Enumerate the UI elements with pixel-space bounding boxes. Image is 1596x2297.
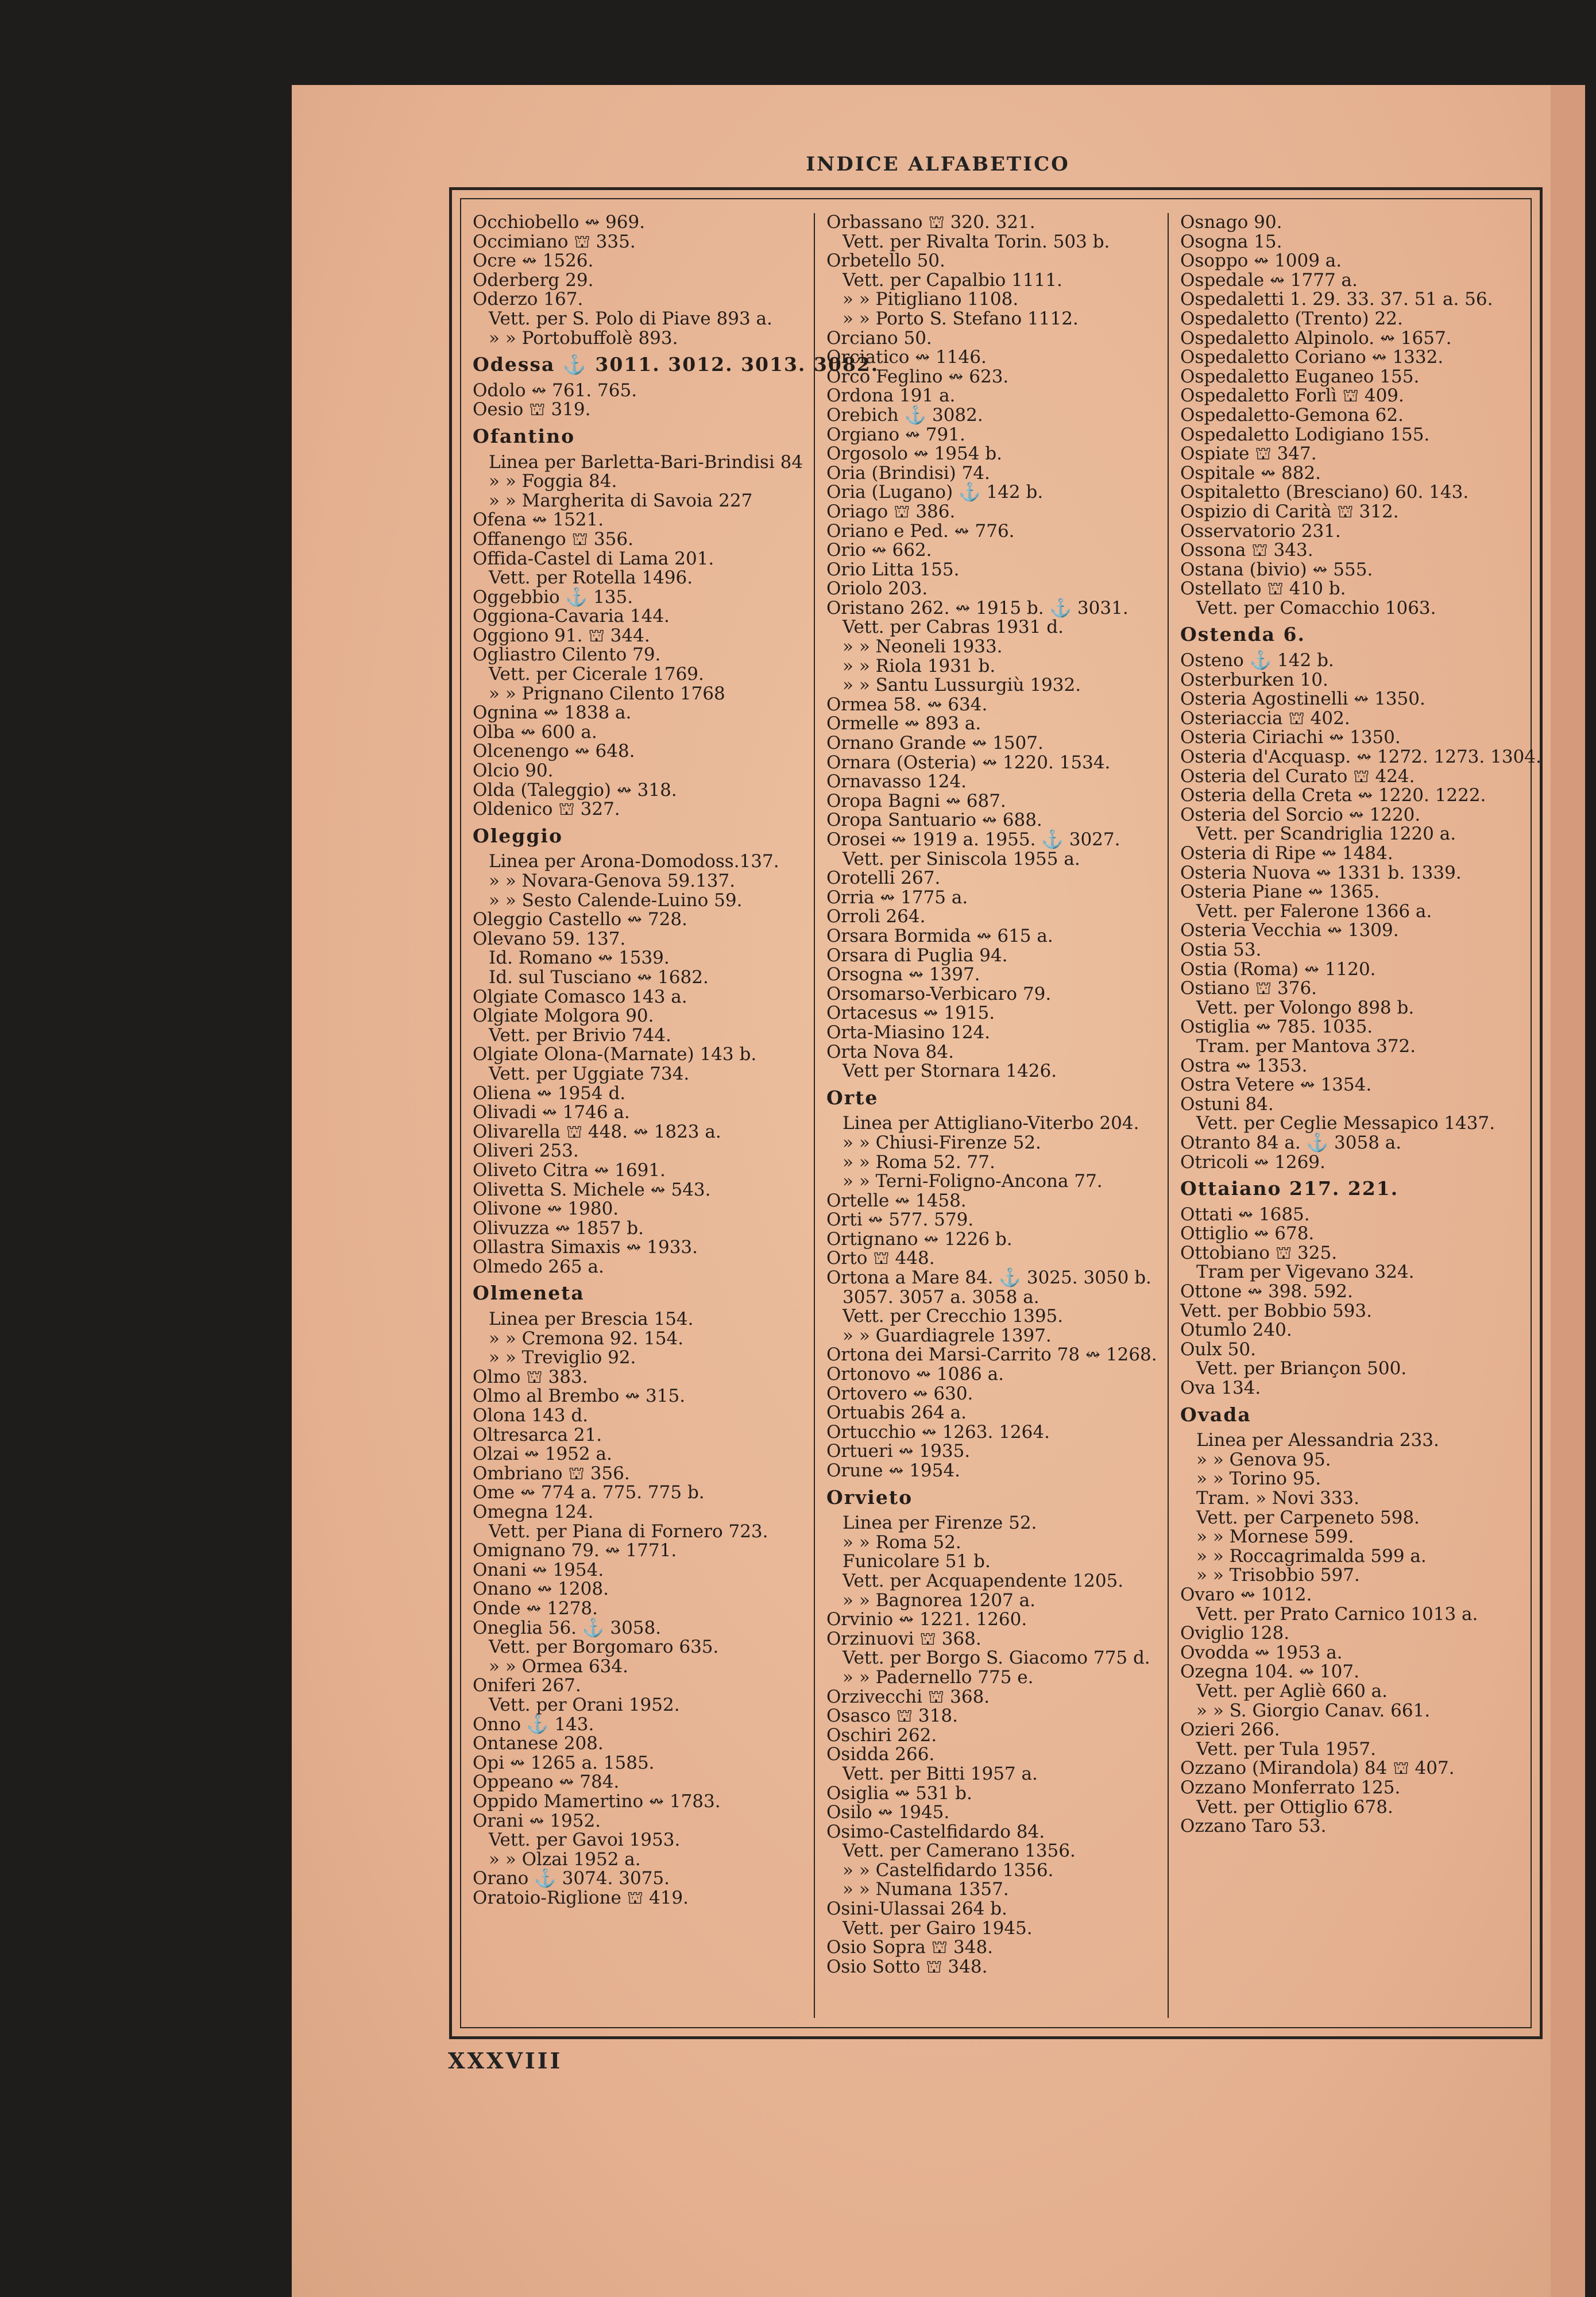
index-entry: Ostia 53. [1180, 939, 1262, 960]
index-entry: Omegna 124. [473, 1502, 594, 1522]
index-entry: Orano ⚓ 3074. 3075. [473, 1868, 670, 1889]
index-entry: Vett. per Gavoi 1953. [489, 1830, 681, 1851]
index-entry: Vett. per Cicerale 1769. [489, 664, 704, 685]
index-entry: Opi ↭ 1265 a. 1585. [473, 1752, 655, 1773]
index-heading: Ovada [1180, 1403, 1251, 1426]
index-entry: Oliveri 253. [473, 1140, 579, 1162]
index-column-3 [1168, 213, 1539, 2018]
index-entry: Oneglia 56. ⚓ 3058. [473, 1617, 662, 1638]
index-entry: Osteria Ciriachi ↭ 1350. [1180, 727, 1401, 748]
index-entry: Ospedaletto (Trento) 22. [1180, 308, 1403, 329]
running-head: INDICE ALFABETICO [806, 153, 1070, 176]
index-entry: Ognina ↭ 1838 a. [473, 702, 632, 724]
index-entry: Orgiano ↭ 791. [826, 424, 965, 445]
index-entry: Ovodda ↭ 1953 a. [1180, 1642, 1343, 1663]
index-entry: Ostiglia ↭ 785. 1035. [1180, 1016, 1373, 1038]
index-entry: Olona 143 d. [473, 1405, 589, 1426]
index-entry: Osteria d'Acquasp. ↭ 1272. 1273. 1304. [1180, 747, 1541, 768]
index-entry: Osoppo ↭ 1009 a. [1180, 250, 1342, 272]
index-entry: Orosei ↭ 1919 a. 1955. ⚓ 3027. [826, 829, 1120, 850]
index-entry: Olgiate Comasco 143 a. [473, 986, 687, 1007]
index-entry: Ospiate ⛫ 347. [1180, 443, 1317, 465]
index-entry: Orroli 264. [826, 906, 926, 927]
index-entry: » » Novara-Genova 59.137. [489, 871, 736, 891]
index-entry: Vett. per Crecchio 1395. [843, 1306, 1064, 1327]
index-entry: Osasco ⛫ 318. [826, 1706, 958, 1727]
index-entry: Vett. per Prato Carnico 1013 a. [1196, 1603, 1478, 1625]
index-entry: Oriago ⛫ 386. [826, 501, 956, 522]
index-entry: Ormea 58. ↭ 634. [826, 694, 988, 715]
index-entry: Vett. per Bobbio 593. [1180, 1300, 1372, 1321]
index-entry: » » Trisobbio 597. [1196, 1565, 1360, 1586]
index-entry: Olzai ↭ 1952 a. [473, 1444, 612, 1465]
index-entry: Orbassano ⛫ 320. 321. [826, 212, 1035, 233]
index-entry: » » Ormea 634. [489, 1656, 628, 1677]
index-entry: Olcio 90. [473, 760, 554, 782]
index-entry: Ofena ↭ 1521. [473, 509, 604, 531]
index-entry: Vett. per Agliè 660 a. [1196, 1680, 1388, 1702]
index-entry: Vett. per Scandriglia 1220 a. [1196, 823, 1456, 845]
index-entry: Occhiobello ↭ 969. [473, 212, 646, 233]
index-entry: Onano ↭ 1208. [473, 1579, 609, 1600]
index-entry: Vett. per Capalbio 1111. [843, 269, 1062, 291]
index-entry: Ortuabis 264 a. [826, 1402, 967, 1424]
index-entry: Ortucchio ↭ 1263. 1264. [826, 1421, 1050, 1443]
index-entry: Odolo ↭ 761. 765. [473, 380, 637, 401]
index-entry: Orbetello 50. [826, 250, 945, 272]
index-entry: Oschiri 262. [826, 1724, 937, 1746]
index-entry: Oggiona-Cavaria 144. [473, 606, 670, 627]
index-entry: Tram per Vigevano 324. [1196, 1262, 1415, 1283]
index-entry: Ottati ↭ 1685. [1180, 1204, 1310, 1225]
index-entry: Ozegna 104. ↭ 107. [1180, 1661, 1359, 1683]
index-entry: Orzivecchi ⛫ 368. [826, 1686, 990, 1707]
index-entry: Osilo ↭ 1945. [826, 1802, 950, 1823]
index-heading: Orte [826, 1086, 879, 1109]
index-entry: Otricoli ↭ 1269. [1180, 1151, 1326, 1173]
index-entry: » » Numana 1357. [843, 1879, 1009, 1900]
index-entry: » » Chiusi-Firenze 52. [843, 1132, 1041, 1153]
page-sheet [292, 85, 1584, 2297]
index-entry: Ortona dei Marsi-Carrito 78 ↭ 1268. [826, 1344, 1157, 1366]
index-entry: Offanengo ⛫ 356. [473, 528, 633, 550]
index-entry: Olmo ⛫ 383. [473, 1366, 588, 1387]
index-entry: Osini-Ulassai 264 b. [826, 1898, 1007, 1920]
index-entry: Orebich ⚓ 3082. [826, 404, 983, 426]
index-entry: » » Neoneli 1933. [843, 636, 1003, 658]
index-entry: Oriano e Ped. ↭ 776. [826, 520, 1015, 542]
index-entry: Ospedaletto Coriano ↭ 1332. [1180, 347, 1444, 368]
index-frame-inner [460, 198, 1541, 2028]
index-entry: Otranto 84 a. ⚓ 3058 a. [1180, 1132, 1402, 1153]
index-heading: Ofantino [473, 424, 575, 447]
index-entry: » » Castelfidardo 1356. [843, 1859, 1054, 1881]
index-entry: Osio Sopra ⛫ 348. [826, 1937, 994, 1958]
index-entry: Vett. per Ceglie Messapico 1437. [1196, 1113, 1495, 1134]
index-entry: Osogna 15. [1180, 231, 1282, 252]
index-entry: Vett. per Piana di Fornero 723. [489, 1521, 768, 1542]
index-entry: Oliveto Citra ↭ 1691. [473, 1159, 666, 1181]
index-entry: Vett. per Falerone 1366 a. [1196, 900, 1432, 922]
index-entry: » » Terni-Foligno-Ancona 77. [843, 1171, 1103, 1192]
index-entry: Ollastra Simaxis ↭ 1933. [473, 1237, 698, 1258]
index-heading: Odessa ⚓ 3011. 3012. 3013. 3082. [473, 353, 879, 376]
index-entry: Ospitaletto (Bresciano) 60. 143. [1180, 482, 1469, 503]
index-entry: Ossona ⛫ 343. [1180, 540, 1313, 561]
index-entry: Olmedo 265 a. [473, 1256, 604, 1277]
index-entry: Oderberg 29. [473, 269, 594, 291]
index-entry: Vett. per Siniscola 1955 a. [843, 848, 1080, 869]
index-entry: Olmo al Brembo ↭ 315. [473, 1386, 686, 1407]
index-heading: Oleggio [473, 824, 563, 847]
index-entry: Osteria Nuova ↭ 1331 b. 1339. [1180, 862, 1462, 883]
index-entry: Linea per Brescia 154. [489, 1309, 694, 1330]
index-entry: Vett. per Volongo 898 b. [1196, 997, 1415, 1018]
index-entry: Ottobiano ⛫ 325. [1180, 1242, 1338, 1263]
index-entry: Id. sul Tusciano ↭ 1682. [489, 966, 709, 988]
index-entry: Ostia (Roma) ↭ 1120. [1180, 958, 1376, 980]
index-entry: Olda (Taleggio) ↭ 318. [473, 779, 677, 801]
index-entry: » » S. Giorgio Canav. 661. [1196, 1700, 1431, 1721]
index-entry: Vett. per Camerano 1356. [843, 1840, 1076, 1862]
index-entry: Osteria Vecchia ↭ 1309. [1180, 920, 1399, 941]
index-entry: Ostiano ⛫ 376. [1180, 978, 1317, 999]
index-entry: Otumlo 240. [1180, 1320, 1292, 1341]
index-entry: Ospedaletti 1. 29. 33. 37. 51 a. 56. [1180, 289, 1493, 310]
index-entry: Linea per Alessandria 233. [1196, 1430, 1439, 1451]
index-entry: Ottone ↭ 398. 592. [1180, 1281, 1353, 1302]
index-entry: Vett. per Comacchio 1063. [1196, 597, 1436, 618]
index-heading: Ostenda 6. [1180, 623, 1305, 646]
index-entry: Ova 134. [1180, 1378, 1261, 1399]
index-entry: Olba ↭ 600 a. [473, 721, 597, 743]
index-entry: Osterburken 10. [1180, 669, 1328, 690]
index-entry: Olivone ↭ 1980. [473, 1198, 619, 1220]
index-entry: Ortovero ↭ 630. [826, 1383, 973, 1404]
index-entry: Olivetta S. Michele ↭ 543. [473, 1179, 711, 1200]
index-entry: Osiglia ↭ 531 b. [826, 1782, 972, 1804]
index-entry: Ostra Vetere ↭ 1354. [1180, 1074, 1372, 1096]
index-entry: Ortueri ↭ 1935. [826, 1441, 971, 1462]
index-entry: Orio Litta 155. [826, 559, 960, 580]
index-entry: Vett per Stornara 1426. [843, 1061, 1057, 1082]
index-entry: Ombriano ⛫ 356. [473, 1463, 630, 1484]
index-entry: Osteria della Creta ↭ 1220. 1222. [1180, 785, 1486, 806]
index-entry: Vett. per Uggiate 734. [489, 1063, 690, 1084]
index-entry: Osnago 90. [1180, 212, 1282, 233]
index-entry: Oderzo 167. [473, 289, 583, 310]
index-entry: Linea per Firenze 52. [843, 1513, 1037, 1534]
index-entry: Olevano 59. 137. [473, 928, 626, 949]
index-entry: Oria (Lugano) ⚓ 142 b. [826, 482, 1044, 503]
index-entry: Orsara di Puglia 94. [826, 945, 1008, 966]
index-entry: Oria (Brindisi) 74. [826, 462, 990, 484]
index-entry: Oggiono 91. ⛫ 344. [473, 625, 650, 646]
index-entry: Oropa Santuario ↭ 688. [826, 810, 1042, 831]
index-entry: Orciano 50. [826, 327, 932, 349]
index-entry: Ospedaletto Euganeo 155. [1180, 366, 1420, 387]
index-entry: Olivarella ⛫ 448. ↭ 1823 a. [473, 1121, 721, 1142]
index-entry: Osio Sotto ⛫ 348. [826, 1956, 988, 1977]
index-entry: » » Cremona 92. 154. [489, 1328, 684, 1349]
index-entry: Orta Nova 84. [826, 1041, 954, 1062]
index-entry: Ordona 191 a. [826, 385, 956, 407]
index-entry: » » Roccagrimalda 599 a. [1196, 1545, 1427, 1567]
index-entry: Oulx 50. [1180, 1339, 1256, 1360]
index-entry: Vett. per Cabras 1931 d. [843, 617, 1064, 638]
index-entry: » » Foggia 84. [489, 471, 617, 492]
index-entry: » » Genova 95. [1196, 1449, 1331, 1470]
index-entry: Ocre ↭ 1526. [473, 250, 594, 272]
index-entry: Ostellato ⛫ 410 b. [1180, 578, 1346, 600]
index-entry: Ornavasso 124. [826, 771, 967, 792]
index-entry: Ontanese 208. [473, 1733, 604, 1754]
index-entry: Ostra ↭ 1353. [1180, 1055, 1308, 1076]
index-entry: Vett. per Bitti 1957 a. [843, 1763, 1038, 1784]
index-entry: Vett. per Brivio 744. [489, 1024, 671, 1046]
index-entry: Oriolo 203. [826, 578, 928, 600]
index-entry: Ortignano ↭ 1226 b. [826, 1228, 1013, 1250]
index-entry: » » Bagnorea 1207 a. [843, 1590, 1035, 1611]
index-entry: Oltresarca 21. [473, 1424, 602, 1445]
index-entry: Ospizio di Carità ⛫ 312. [1180, 501, 1399, 522]
index-entry: Ospedaletto Lodigiano 155. [1180, 424, 1430, 445]
index-entry: Ospedaletto Alpinolo. ↭ 1657. [1180, 327, 1452, 349]
index-entry: » » Olzai 1952 a. [489, 1849, 641, 1870]
index-entry: Ospedale ↭ 1777 a. [1180, 269, 1358, 291]
index-entry: Vett. per Carpeneto 598. [1196, 1507, 1420, 1528]
index-entry: Osservatorio 231. [1180, 520, 1341, 542]
index-entry: Ortacesus ↭ 1915. [826, 1003, 995, 1024]
index-entry: Vett. per Borgo S. Giacomo 775 d. [843, 1648, 1150, 1669]
index-entry: Ortona a Mare 84. ⚓ 3025. 3050 b. [826, 1267, 1151, 1289]
index-entry: Oppeano ↭ 784. [473, 1772, 620, 1793]
index-entry: Orotelli 267. [826, 868, 941, 889]
index-entry: Ome ↭ 774 a. 775. 775 b. [473, 1482, 705, 1503]
index-entry: Osteria del Sorcio ↭ 1220. [1180, 804, 1421, 825]
page-folio: XXXVIII [448, 2048, 563, 2074]
index-entry: Olcenengo ↭ 648. [473, 741, 635, 762]
index-entry: Oesio ⛫ 319. [473, 399, 591, 420]
index-entry: Ornano Grande ↭ 1507. [826, 733, 1044, 754]
index-entry: Ospitale ↭ 882. [1180, 462, 1321, 484]
index-frame [449, 187, 1543, 2039]
index-entry: Ottiglio ↭ 678. [1180, 1223, 1315, 1244]
page-edge [1551, 85, 1585, 2297]
index-entry: Vett. per Rotella 1496. [489, 567, 693, 589]
index-entry: Ortelle ↭ 1458. [826, 1190, 967, 1211]
index-entry: Oleggio Castello ↭ 728. [473, 909, 687, 930]
index-entry: Ormelle ↭ 893 a. [826, 713, 981, 734]
index-entry: Orciatico ↭ 1146. [826, 347, 987, 368]
index-entry: » » Treviglio 92. [489, 1347, 636, 1368]
index-entry: Orzinuovi ⛫ 368. [826, 1628, 981, 1649]
index-entry: Ozzano Taro 53. [1180, 1816, 1327, 1837]
index-entry: Orani ↭ 1952. [473, 1810, 601, 1831]
index-entry: Osteria Agostinelli ↭ 1350. [1180, 689, 1425, 710]
index-entry: Osteno ⚓ 142 b. [1180, 650, 1334, 671]
index-entry: Osimo-Castelfidardo 84. [826, 1821, 1045, 1842]
index-heading: Orvieto [826, 1486, 913, 1509]
index-entry: » » Sesto Calende-Luino 59. [489, 890, 743, 911]
index-entry: Osidda 266. [826, 1744, 935, 1765]
index-entry: Olivuzza ↭ 1857 b. [473, 1217, 644, 1239]
index-entry: Ozzano Monferrato 125. [1180, 1777, 1401, 1798]
index-heading: Ottaiano 217. 221. [1180, 1177, 1399, 1200]
index-entry: Vett. per Gairo 1945. [843, 1917, 1033, 1939]
index-entry: Ovaro ↭ 1012. [1180, 1584, 1312, 1605]
index-entry: Linea per Barletta-Bari-Brindisi 84 [489, 451, 803, 473]
index-entry: Linea per Attigliano-Viterbo 204. [843, 1113, 1139, 1134]
index-entry: Onde ↭ 1278. [473, 1598, 598, 1619]
index-entry: Ortonovo ↭ 1086 a. [826, 1364, 1004, 1385]
index-entry: Oggebbio ⚓ 135. [473, 586, 633, 608]
index-entry: Tram. per Mantova 372. [1196, 1035, 1416, 1057]
index-entry: Occimiano ⛫ 335. [473, 231, 636, 252]
index-entry: Orta-Miasino 124. [826, 1022, 991, 1043]
index-entry: Onani ↭ 1954. [473, 1559, 604, 1580]
index-entry: 3057. 3057 a. 3058 a. [843, 1286, 1039, 1308]
index-entry: Oviglio 128. [1180, 1623, 1290, 1644]
index-entry: » » Guardiagrele 1397. [843, 1325, 1052, 1346]
index-entry: Orco Feglino ↭ 623. [826, 366, 1009, 387]
index-entry: Oniferi 267. [473, 1675, 581, 1696]
index-heading: Olmeneta [473, 1282, 585, 1305]
index-column-2 [814, 213, 1168, 2018]
index-entry: Osteriaccia ⛫ 402. [1180, 707, 1350, 729]
index-entry: » » Margherita di Savoia 227 [489, 490, 753, 511]
index-entry: » » Roma 52. 77. [843, 1151, 995, 1173]
index-entry: Oratoio-Riglione ⛫ 419. [473, 1887, 689, 1908]
index-entry: Vett. per Tula 1957. [1196, 1738, 1377, 1760]
index-entry: » » Roma 52. [843, 1532, 961, 1553]
index-entry: Vett. per Acquapendente 1205. [843, 1570, 1124, 1591]
index-entry: Orsogna ↭ 1397. [826, 964, 980, 985]
index-entry: Osteria del Curato ⛫ 424. [1180, 765, 1415, 787]
index-entry: Oropa Bagni ↭ 687. [826, 790, 1006, 811]
index-entry: Vett. per Orani 1952. [489, 1694, 680, 1715]
index-entry: Ogliastro Cilento 79. [473, 644, 661, 666]
index-entry: Orsomarso-Verbicaro 79. [826, 983, 1052, 1004]
index-entry: Orsara Bormida ↭ 615 a. [826, 925, 1053, 946]
index-entry: Vett. per Rivalta Torin. 503 b. [843, 231, 1110, 252]
index-entry: Ozieri 266. [1180, 1719, 1280, 1741]
index-entry: Oldenico ⛫ 327. [473, 799, 620, 820]
index-entry: Linea per Arona-Domodoss.137. [489, 851, 779, 872]
index-entry: Olgiate Molgora 90. [473, 1006, 654, 1027]
index-entry: Ostuni 84. [1180, 1093, 1274, 1115]
index-entry: » » Portobuffolè 893. [489, 327, 678, 349]
index-entry: Osteria Piane ↭ 1365. [1180, 881, 1380, 903]
index-entry: Onno ⚓ 143. [473, 1714, 594, 1735]
index-entry: Ospedaletto-Gemona 62. [1180, 404, 1404, 426]
index-entry: » » Riola 1931 b. [843, 655, 996, 676]
index-entry: Orti ↭ 577. 579. [826, 1209, 974, 1231]
index-entry: Vett. per Ottiglio 678. [1196, 1796, 1393, 1818]
index-entry: Vett. per Briançon 500. [1196, 1358, 1407, 1379]
index-entry: » » Prignano Cilento 1768 [489, 683, 725, 704]
index-entry: Olivadi ↭ 1746 a. [473, 1102, 630, 1123]
index-entry: Tram. » Novi 333. [1196, 1488, 1359, 1509]
index-entry: Orria ↭ 1775 a. [826, 887, 968, 908]
index-entry: Osteria di Ripe ↭ 1484. [1180, 843, 1393, 864]
index-entry: Olgiate Olona-(Marnate) 143 b. [473, 1044, 757, 1065]
index-entry: Offida-Castel di Lama 201. [473, 548, 714, 569]
index-entry: Oliena ↭ 1954 d. [473, 1082, 626, 1104]
index-entry: » » Santu Lussurgiù 1932. [843, 675, 1081, 696]
index-entry: » » Porto S. Stefano 1112. [843, 308, 1079, 329]
index-entry: Orune ↭ 1954. [826, 1460, 960, 1481]
index-entry: Oristano 262. ↭ 1915 b. ⚓ 3031. [826, 597, 1129, 618]
index-entry: Omignano 79. ↭ 1771. [473, 1540, 677, 1561]
index-entry: Orgosolo ↭ 1954 b. [826, 443, 1003, 465]
index-entry: Ostana (bivio) ↭ 555. [1180, 559, 1373, 580]
index-entry: Orvinio ↭ 1221. 1260. [826, 1609, 1027, 1630]
index-entry: » » Padernello 775 e. [843, 1666, 1034, 1688]
index-entry: » » Pitigliano 1108. [843, 289, 1019, 310]
index-entry: Orio ↭ 662. [826, 540, 932, 561]
index-entry: Vett. per S. Polo di Piave 893 a. [489, 308, 772, 329]
index-entry: Oppido Mamertino ↭ 1783. [473, 1791, 721, 1812]
index-entry: Ozzano (Mirandola) 84 ⛫ 407. [1180, 1758, 1455, 1779]
index-entry: Id. Romano ↭ 1539. [489, 948, 670, 969]
index-entry: Funicolare 51 b. [843, 1551, 991, 1572]
index-entry: » » Mornese 599. [1196, 1526, 1354, 1548]
index-entry: Ornara (Osteria) ↭ 1220. 1534. [826, 752, 1111, 773]
index-entry: Vett. per Borgomaro 635. [489, 1637, 719, 1658]
index-entry: Ospedaletto Forlì ⛫ 409. [1180, 385, 1404, 407]
index-entry: Orto ⛫ 448. [826, 1248, 935, 1269]
index-entry: » » Torino 95. [1196, 1468, 1321, 1490]
